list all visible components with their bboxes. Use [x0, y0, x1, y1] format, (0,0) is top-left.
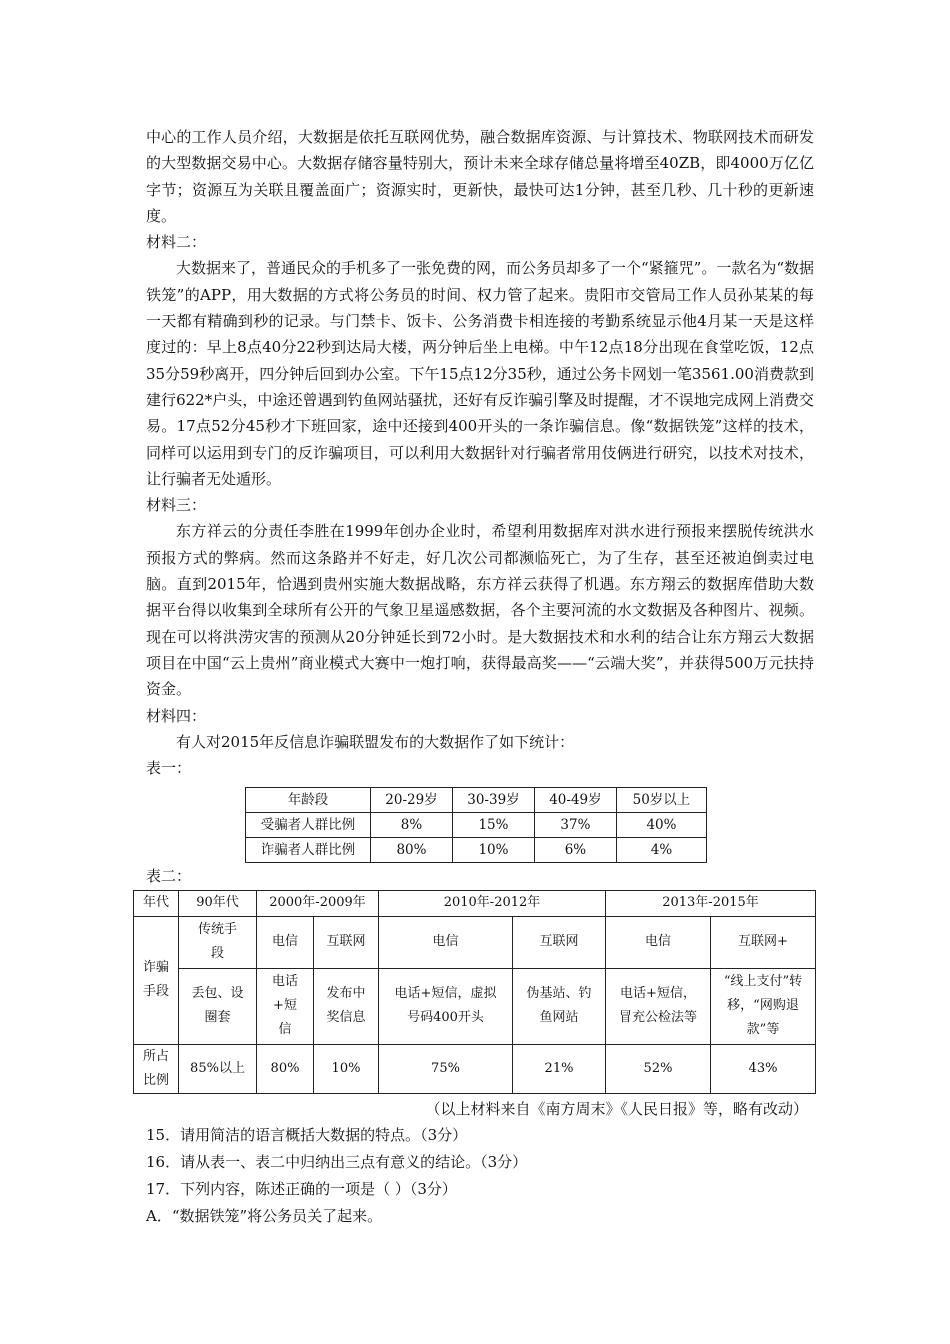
table-cell	[379, 968, 513, 1044]
table-cell: 50岁以上	[616, 788, 706, 813]
table-cell: 43%	[711, 1044, 816, 1093]
ratio-label: 所占比例	[142, 1048, 169, 1088]
source-note: （以上材料来自《南方周末》《人民日报》等，略有改动）	[425, 1099, 808, 1118]
table-cell: 52%	[606, 1044, 711, 1093]
exam-page	[142, 124, 815, 1230]
table-cell: 21%	[513, 1044, 606, 1093]
table-cell: 40-49岁	[534, 788, 616, 813]
table-1	[245, 787, 707, 863]
table-cell: 互联网	[513, 916, 606, 968]
table-cell	[513, 968, 606, 1044]
table-cell: 受骗者人群比例	[246, 813, 371, 838]
table-cell: 电信	[379, 916, 513, 968]
material-3-text: 东方祥云的分责任李胜在1999年创办企业时，希望利用数据库对洪水进行预报来摆脱传统洪水预报方式的弊病。然而这条路并不好走，好几次公司都濒临死亡，为了生存，甚至还被迫倒卖过电脑。直到2015年，恰遇到贵州实施大数据战略，东方祥云获得了机遇。东方翔云的数据库借助大数据平台得以收集到全球所有公开的气象卫星遥感数据，各个主要河流的水文数据及各种图片、视频。现在可以将洪涝灾害的预测从20分钟延长到72小时。是大数据技术和水利的结合让东方翔云大数据项目在中国“云上贵州”商业模式大赛中一炮打响，获得最高奖——“云端大奖”，并获得500万元扶持资金。	[146, 522, 814, 699]
table-cell: 电信	[606, 916, 711, 968]
table-cell	[257, 968, 314, 1044]
table-cell: 90年代	[179, 890, 257, 916]
table-cell: 年龄段	[246, 788, 371, 813]
table-cell	[179, 968, 257, 1044]
channel-label: 传统手段	[197, 922, 237, 962]
table-cell: 80%	[371, 838, 453, 863]
table-2	[133, 890, 816, 1094]
method-text: 丢包、设圈套	[191, 986, 244, 1026]
table-cell	[134, 1044, 179, 1093]
method-text: “线上支付”转移，“网购退款”等	[723, 974, 803, 1038]
table-cell	[606, 968, 711, 1044]
table-cell: 20-29岁	[371, 788, 453, 813]
table-cell: 10%	[452, 838, 534, 863]
table-cell	[711, 968, 816, 1044]
method-text: 电话+短信，虚拟号码400开头	[394, 986, 497, 1026]
table-cell: 8%	[371, 813, 453, 838]
method-text: 电话+短信	[271, 974, 298, 1038]
table-row	[246, 838, 707, 863]
method-text: 电话+短信，冒充公检法等	[618, 986, 697, 1026]
table-cell	[179, 916, 257, 968]
table-cell: 10%	[314, 1044, 379, 1093]
method-label: 诈骗手段	[142, 960, 169, 1000]
table-cell: 互联网	[314, 916, 379, 968]
table-cell: 40%	[616, 813, 706, 838]
table-cell: 85%以上	[179, 1044, 257, 1093]
material-4-label: 材料四：	[146, 706, 207, 725]
table-cell	[314, 968, 379, 1044]
question-17: 17．下列内容，陈述正确的一项是（ ）（3分）	[146, 1180, 457, 1199]
table-cell: 30-39岁	[452, 788, 534, 813]
material-2-text: 大数据来了，普通民众的手机多了一张免费的网，而公务员却多了一个“紧箍咒”。一款名为“数据铁笼”的APP，用大数据的方式将公务员的时间、权力管了起来。贵阳市交管局工作人员孙某某的每一天都有精确到秒的记录。与门禁卡、饭卡、公务消费卡相连接的考勤系统显示他4月某一天是这样度过的：早上8点40分22秒到达局大楼，两分钟后坐上电梯。中午12点18分出现在食堂吃饭，12点35分59秒离开，四分钟后回到办公室。下午15点12分35秒，通过公务卡网划一笔3561.00消费款到建行622*户头，中途还曾遇到钓鱼网站骚扰，还好有反诈骗引擎及时提醒，才不误地完成网上消费交易。17点52分45秒才下班回家，途中还接到400开头的一条诈骗信息。像“数据铁笼”这样的技术，同样可以运用到专门的反诈骗项目，可以利用大数据针对行骗者常用伎俩进行研究，以技术对技术，让行骗者无处遁形。	[146, 259, 815, 488]
table-row	[134, 1044, 816, 1093]
table-row	[246, 813, 707, 838]
table-cell: 互联网+	[711, 916, 816, 968]
table-cell: 诈骗者人群比例	[246, 838, 371, 863]
material-3-label: 材料三：	[146, 496, 207, 515]
table-row	[134, 890, 816, 916]
table-cell: 6%	[534, 838, 616, 863]
question-17-option-a: A．“数据铁笼”将公务员关了起来。	[146, 1207, 383, 1226]
intro-paragraph: 中心的工作人员介绍，大数据是依托互联网优势，融合数据库资源、与计算技术、物联网技术而研发的大型数据交易中心。大数据存储容量特别大，预计未来全球存储总量将增至40ZB，即4000万亿亿字节；资源互为关联且覆盖面广；资源实时，更新快，最快可达1分钟，甚至几秒、几十秒的更新速度。	[146, 128, 814, 225]
table-cell: 2013年-2015年	[606, 890, 816, 916]
table-cell: 75%	[379, 1044, 513, 1093]
table-row	[134, 968, 816, 1044]
table-cell	[134, 916, 179, 1044]
method-text: 伪基站、钓鱼网站	[526, 986, 592, 1026]
method-text: 发布中奖信息	[326, 986, 366, 1026]
question-16: 16．请从表一、表二中归纳出三点有意义的结论。（3分）	[146, 1153, 528, 1172]
table-cell: 80%	[257, 1044, 314, 1093]
table-cell: 年代	[134, 890, 179, 916]
table-2-label: 表二：	[146, 867, 192, 886]
material-4-text: 有人对2015年反信息诈骗联盟发布的大数据作了如下统计：	[176, 732, 575, 751]
table-cell: 15%	[452, 813, 534, 838]
material-2-label: 材料二：	[146, 233, 207, 252]
table-cell: 2000年-2009年	[257, 890, 379, 916]
table-cell: 4%	[616, 838, 706, 863]
table-cell: 2010年-2012年	[379, 890, 606, 916]
table-row	[134, 916, 816, 968]
table-1-label: 表一：	[146, 759, 192, 778]
table-cell: 电信	[257, 916, 314, 968]
table-row	[246, 788, 707, 813]
question-15: 15．请用简洁的语言概括大数据的特点。（3分）	[146, 1126, 468, 1145]
table-cell: 37%	[534, 813, 616, 838]
